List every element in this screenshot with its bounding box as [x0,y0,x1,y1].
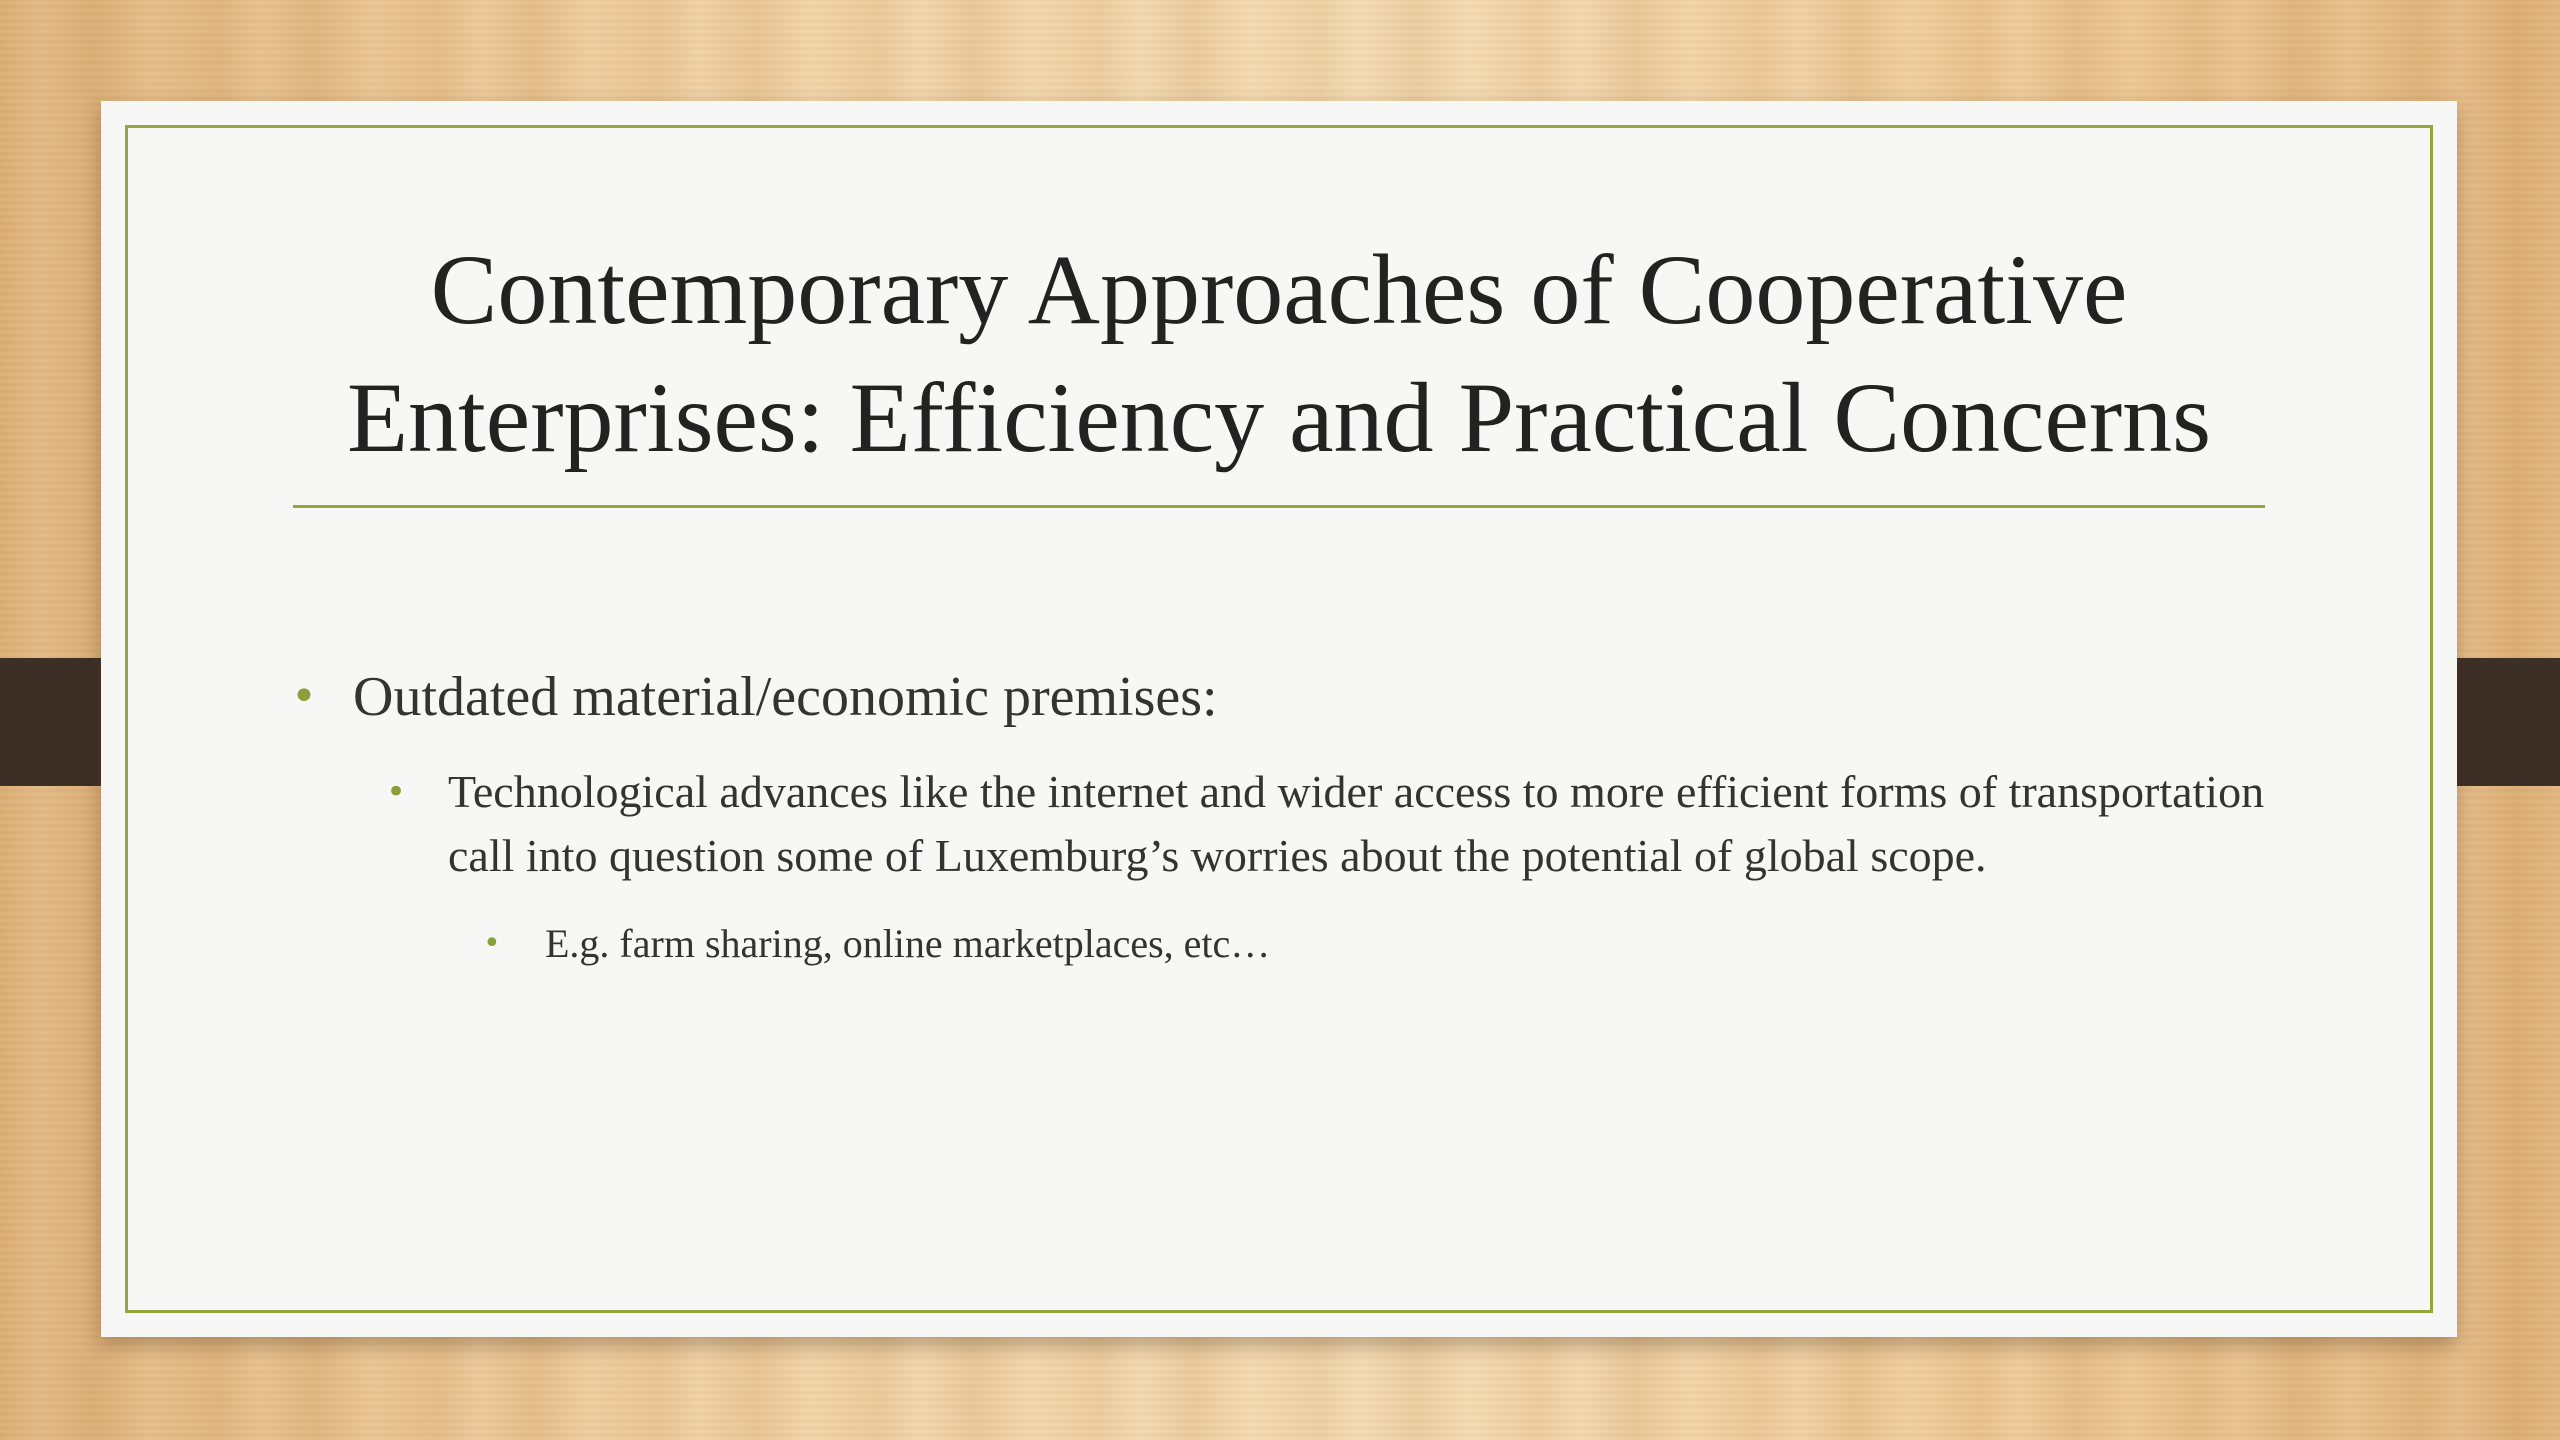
bullet-text: Technological advances like the internet and wider access to more efficient forms of transportation call into question some of Luxemburg’s worries about the potential of global scope. [448,766,2265,881]
bullet-level-2 [386,760,2267,888]
presentation-slide [101,101,2457,1337]
bullet-dot-icon: • [386,772,407,812]
slide-content [291,656,2267,972]
bullet-text: E.g. farm sharing, online marketplaces, etc… [545,921,1271,966]
bullet-dot-icon: • [291,671,317,722]
bullet-text: Outdated material/economic premises: [353,666,1218,728]
title-divider [293,505,2265,508]
bullet-level-3 [483,916,2267,972]
bullet-level-1 [291,656,2267,738]
bullet-dot-icon: • [483,926,501,961]
slide-title: Contemporary Approaches of Cooperative Enterprises: Efficiency and Practical Concerns [346,234,2212,473]
